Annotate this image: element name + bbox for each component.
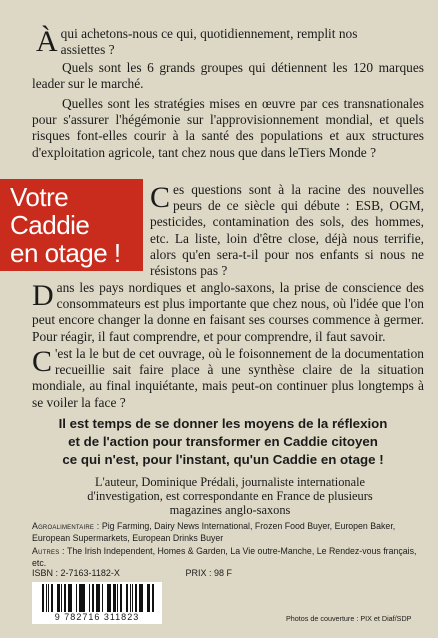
barcode-bar xyxy=(92,584,94,612)
barcode-bar xyxy=(117,584,119,612)
isbn-price-line xyxy=(32,568,232,578)
drop-cap-c2: C xyxy=(32,345,53,378)
agro-label: Agroalimentaire : xyxy=(32,521,100,531)
isbn: ISBN : 2-7163-1182-X xyxy=(32,568,120,578)
intro-line-2: assiettes ? xyxy=(60,42,115,58)
callout-line-1: Il est temps de se donner les moyens de la réflexion xyxy=(58,416,388,431)
agro-text: Pig Farming, Dairy News International, Frozen Food Buyer, Europen Baker, European Supermarkets, European Drinks Buyer xyxy=(32,521,396,543)
price: PRIX : 98 F xyxy=(185,568,232,578)
intro-line-1: qui achetons-nous ce qui, quotidiennement, remplit nos xyxy=(60,26,358,41)
intro-paragraph-1 xyxy=(36,26,416,58)
title-line-2: Caddie xyxy=(10,210,90,240)
barcode-bar xyxy=(120,584,122,612)
purpose-paragraph: C 'est la le but de cet ouvrage, où le foisonnement de la documentation recueillie sait faire place à une synthèse claire de la situation mondiale, au final inquiétante, mais peut-on continuer plus longtemps à se voiler la face ? xyxy=(32,345,424,410)
autres-label: Autres : xyxy=(32,546,65,556)
autres-text: The Irish Independent, Homes & Garden, La Vie outre-Manche, Le Rendez-vous français, etc. xyxy=(32,546,417,568)
barcode-bar xyxy=(76,584,78,612)
barcode-bar xyxy=(42,584,44,612)
title-line-1: Votre xyxy=(10,182,69,212)
barcode-bar xyxy=(126,584,128,612)
questions-paragraph: C es questions sont à la racine des nouvelles peurs de ce siècle qui débute : ESB, OGM, pesticides, contamination des sols, des hommes, etc. La liste, loin d'être close, déjà nous terrifie, alors qu'en sera-t-il pour nos enfants si nous ne résistons pas ? xyxy=(150,181,424,279)
barcode-bar xyxy=(64,584,66,612)
barcode-digits: 9 782716 311823 xyxy=(54,612,140,622)
drop-cap-d: D xyxy=(32,279,54,312)
drop-cap-a: À xyxy=(36,25,58,58)
barcode-bar xyxy=(98,584,100,612)
other-publications xyxy=(32,545,424,569)
barcode-bar xyxy=(109,584,111,612)
barcode-bar xyxy=(83,584,85,612)
barcode-bar xyxy=(51,584,53,612)
title-line-3: en otage ! xyxy=(10,238,121,268)
intro-paragraph-3: Quelles sont les stratégies mises en œuvre par ces transnationales pour s'assurer l'hégémonie sur l'approvisionnement mondial, et quels risques font-elles courir à la santé des populations et aux structures d'exploitation agricole, tant chez nous que dans leTiers Monde ? xyxy=(32,96,424,160)
agro-publications xyxy=(32,520,424,544)
barcode-bar xyxy=(61,584,63,612)
author-line-1: L'auteur, Dominique Prédali, journaliste internationale xyxy=(94,475,366,489)
barcode-bar xyxy=(152,584,154,612)
intro-paragraph-2: Quels sont les 6 grands groupes qui détiennent les 120 marques leader sur le marché. xyxy=(32,60,424,92)
nordic-paragraph: D ans les pays nordiques et anglo-saxons, la prise de conscience des consommateurs est plus importante que chez nous, où l'idée que l'on peut encore changer la donne en faisant ses courses commence à germer. Pour réagir, il faut comprendre, et pour comprendre, il faut savoir. xyxy=(32,279,424,344)
barcode-bar xyxy=(141,584,143,612)
barcode-bar xyxy=(48,584,50,612)
drop-cap-c: C xyxy=(150,181,171,214)
author-block xyxy=(60,475,400,517)
callout-block xyxy=(24,415,422,469)
barcode-bars xyxy=(42,584,154,612)
title-red-box xyxy=(0,179,143,271)
barcode-bar xyxy=(102,584,104,612)
author-line-2: d'investigation, est correspondante en France de plusieurs xyxy=(87,489,373,503)
callout-line-2: et de l'action pour transformer en Caddie citoyen xyxy=(68,434,378,449)
barcode-bar xyxy=(70,584,72,612)
photo-credit: Photos de couverture : PIX et Diaf/SDP xyxy=(286,614,412,623)
barcode-bar xyxy=(148,584,150,612)
author-line-3: magazines anglo-saxons xyxy=(169,503,291,517)
callout-line-3: ce qui n'est, pour l'instant, qu'un Caddie en otage ! xyxy=(62,452,384,467)
barcode xyxy=(32,582,162,624)
barcode-bar xyxy=(135,584,137,612)
barcode-bar xyxy=(132,584,134,612)
barcode-bar xyxy=(89,584,91,612)
